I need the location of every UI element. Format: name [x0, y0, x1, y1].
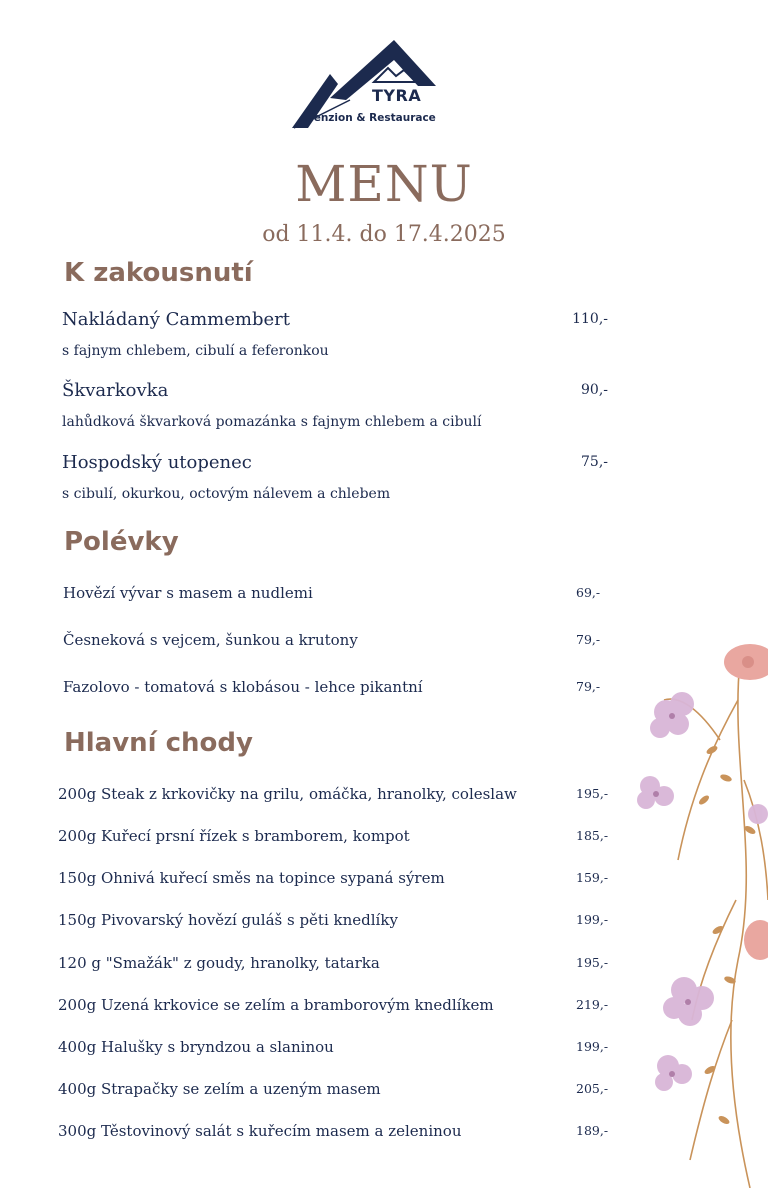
section-title-soups: Polévky — [64, 527, 179, 557]
main-dish-price: 219,- — [576, 997, 609, 1012]
main-dish-name: 200g Steak z krkovičky na grilu, omáčka, hranolky, coleslaw — [58, 785, 517, 803]
starter-price: 90,- — [581, 382, 608, 398]
starter-price: 75,- — [581, 454, 608, 470]
main-dish-price: 205,- — [576, 1081, 609, 1096]
starter-description: lahůdková škvarková pomazánka s fajnym chlebem a cibulí — [62, 414, 482, 430]
starter-name: Hospodský utopenec — [62, 452, 252, 473]
starter-name: Škvarkovka — [62, 380, 169, 401]
main-dish-name: 400g Halušky s bryndzou a slaninou — [58, 1038, 334, 1056]
main-dish-name: 200g Uzená krkovice se zelím a bramborovým knedlíkem — [58, 996, 494, 1014]
logo-subtitle: Penzion & Restaurace — [306, 112, 436, 124]
soup-price: 79,- — [576, 679, 601, 694]
restaurant-logo — [290, 38, 440, 130]
main-dish-name: 150g Pivovarský hovězí guláš s pěti knedlíky — [58, 911, 398, 929]
main-dish-name: 200g Kuřecí prsní řízek s bramborem, kompot — [58, 827, 410, 845]
starter-name: Nakládaný Cammembert — [62, 309, 290, 330]
main-dish-price: 185,- — [576, 828, 609, 843]
soup-price: 69,- — [576, 585, 601, 600]
main-dish-price: 199,- — [576, 912, 609, 927]
soup-name: Fazolovo - tomatová s klobásou - lehce pikantní — [63, 678, 423, 696]
soup-price: 79,- — [576, 632, 601, 647]
main-dish-name: 120 g "Smažák" z goudy, hranolky, tatarka — [58, 954, 380, 972]
section-title-mains: Hlavní chody — [64, 728, 253, 758]
main-dish-price: 195,- — [576, 955, 609, 970]
menu-title: MENU — [295, 155, 473, 213]
main-dish-price: 189,- — [576, 1123, 609, 1138]
flower-icon — [620, 600, 768, 1188]
soup-name: Česneková s vejcem, šunkou a krutony — [63, 631, 358, 649]
main-dish-name: 300g Těstovinový salát s kuřecím masem a zeleninou — [58, 1122, 462, 1140]
main-dish-price: 199,- — [576, 1039, 609, 1054]
starter-description: s fajnym chlebem, cibulí a feferonkou — [62, 343, 329, 359]
starter-price: 110,- — [572, 311, 608, 327]
starter-description: s cibulí, okurkou, octovým nálevem a chlebem — [62, 486, 391, 502]
floral-decoration — [620, 600, 768, 1188]
logo-name: TYRA — [372, 86, 422, 105]
section-title-starters: K zakousnutí — [64, 258, 253, 288]
main-dish-name: 400g Strapačky se zelím a uzeným masem — [58, 1080, 381, 1098]
soup-name: Hovězí vývar s masem a nudlemi — [63, 584, 313, 602]
menu-dates: od 11.4. do 17.4.2025 — [262, 222, 506, 247]
main-dish-price: 195,- — [576, 786, 609, 801]
main-dish-price: 159,- — [576, 870, 609, 885]
main-dish-name: 150g Ohnivá kuřecí směs na topince sypaná sýrem — [58, 869, 445, 887]
